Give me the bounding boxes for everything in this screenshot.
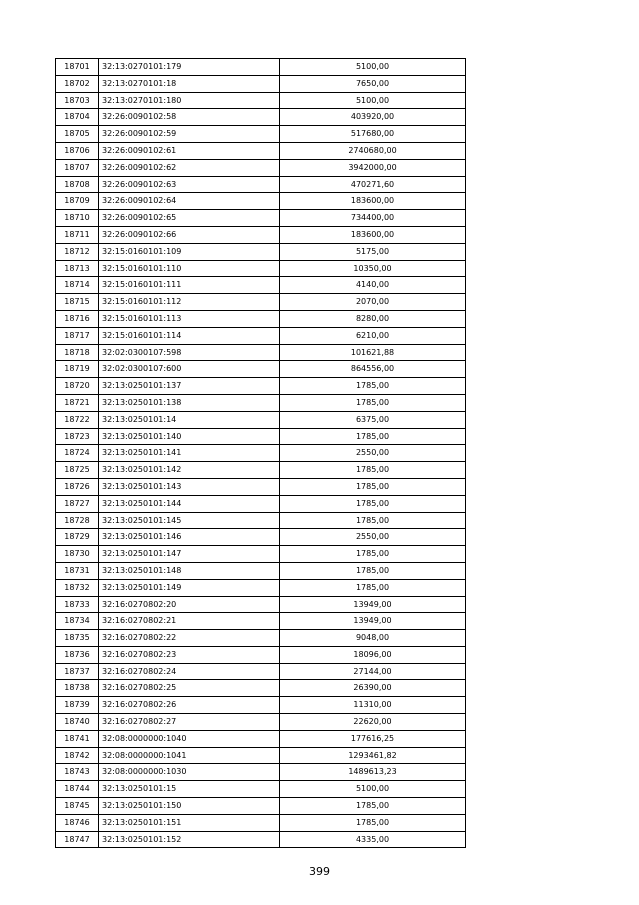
table-row bbox=[56, 714, 466, 731]
cadastral-value-cell: 1785,00 bbox=[280, 478, 466, 495]
table-row bbox=[56, 462, 466, 479]
row-number-cell: 18742 bbox=[56, 747, 99, 764]
cadastral-value-cell: 4335,00 bbox=[280, 831, 466, 848]
row-number-cell: 18744 bbox=[56, 781, 99, 798]
row-number-cell: 18711 bbox=[56, 226, 99, 243]
table-row bbox=[56, 277, 466, 294]
row-number-cell: 18707 bbox=[56, 159, 99, 176]
cadastral-value-cell: 1489613,23 bbox=[280, 764, 466, 781]
row-number-cell: 18718 bbox=[56, 344, 99, 361]
cadastral-number-cell: 32:08:0000000:1030 bbox=[99, 764, 280, 781]
cadastral-value-cell: 1785,00 bbox=[280, 428, 466, 445]
table-row bbox=[56, 781, 466, 798]
row-number-cell: 18747 bbox=[56, 831, 99, 848]
table-row bbox=[56, 680, 466, 697]
table-row bbox=[56, 361, 466, 378]
table-row bbox=[56, 243, 466, 260]
cadastral-value-cell: 403920,00 bbox=[280, 109, 466, 126]
cadastral-number-cell: 32:13:0250101:15 bbox=[99, 781, 280, 798]
table-row bbox=[56, 310, 466, 327]
cadastral-value-cell: 2070,00 bbox=[280, 294, 466, 311]
cadastral-value-cell: 8280,00 bbox=[280, 310, 466, 327]
table-row bbox=[56, 294, 466, 311]
cadastral-number-cell: 32:08:0000000:1041 bbox=[99, 747, 280, 764]
row-number-cell: 18724 bbox=[56, 445, 99, 462]
cadastral-value-cell: 1785,00 bbox=[280, 394, 466, 411]
cadastral-number-cell: 32:15:0160101:114 bbox=[99, 327, 280, 344]
table-row bbox=[56, 512, 466, 529]
row-number-cell: 18740 bbox=[56, 714, 99, 731]
row-number-cell: 18716 bbox=[56, 310, 99, 327]
row-number-cell: 18734 bbox=[56, 613, 99, 630]
cadastral-number-cell: 32:13:0250101:150 bbox=[99, 798, 280, 815]
cadastral-value-cell: 5175,00 bbox=[280, 243, 466, 260]
cadastral-value-cell: 5100,00 bbox=[280, 781, 466, 798]
cadastral-number-cell: 32:13:0250101:149 bbox=[99, 579, 280, 596]
row-number-cell: 18731 bbox=[56, 562, 99, 579]
cadastral-number-cell: 32:16:0270802:26 bbox=[99, 697, 280, 714]
row-number-cell: 18706 bbox=[56, 142, 99, 159]
cadastral-value-table bbox=[55, 58, 466, 848]
row-number-cell: 18720 bbox=[56, 378, 99, 395]
table-row bbox=[56, 546, 466, 563]
cadastral-number-cell: 32:13:0250101:145 bbox=[99, 512, 280, 529]
cadastral-number-cell: 32:26:0090102:61 bbox=[99, 142, 280, 159]
row-number-cell: 18703 bbox=[56, 92, 99, 109]
cadastral-number-cell: 32:26:0090102:65 bbox=[99, 210, 280, 227]
row-number-cell: 18733 bbox=[56, 596, 99, 613]
cadastral-value-cell: 13949,00 bbox=[280, 596, 466, 613]
cadastral-value-cell: 1785,00 bbox=[280, 546, 466, 563]
cadastral-number-cell: 32:13:0250101:146 bbox=[99, 529, 280, 546]
row-number-cell: 18739 bbox=[56, 697, 99, 714]
cadastral-value-cell: 4140,00 bbox=[280, 277, 466, 294]
row-number-cell: 18735 bbox=[56, 630, 99, 647]
cadastral-value-cell: 5100,00 bbox=[280, 92, 466, 109]
table-row bbox=[56, 596, 466, 613]
cadastral-value-cell: 1785,00 bbox=[280, 579, 466, 596]
cadastral-number-cell: 32:13:0250101:138 bbox=[99, 394, 280, 411]
cadastral-value-cell: 1785,00 bbox=[280, 798, 466, 815]
cadastral-number-cell: 32:26:0090102:64 bbox=[99, 193, 280, 210]
cadastral-number-cell: 32:13:0250101:144 bbox=[99, 495, 280, 512]
table-row bbox=[56, 142, 466, 159]
table-row bbox=[56, 411, 466, 428]
cadastral-number-cell: 32:15:0160101:113 bbox=[99, 310, 280, 327]
row-number-cell: 18722 bbox=[56, 411, 99, 428]
cadastral-value-cell: 2550,00 bbox=[280, 445, 466, 462]
row-number-cell: 18721 bbox=[56, 394, 99, 411]
cadastral-number-cell: 32:13:0250101:151 bbox=[99, 814, 280, 831]
cadastral-number-cell: 32:08:0000000:1040 bbox=[99, 730, 280, 747]
cadastral-number-cell: 32:13:0250101:137 bbox=[99, 378, 280, 395]
cadastral-value-cell: 470271,60 bbox=[280, 176, 466, 193]
table-row bbox=[56, 59, 466, 76]
page-number: 399 bbox=[309, 865, 330, 878]
row-number-cell: 18741 bbox=[56, 730, 99, 747]
table-row bbox=[56, 562, 466, 579]
table-row bbox=[56, 579, 466, 596]
table-row bbox=[56, 210, 466, 227]
cadastral-value-cell: 3942000,00 bbox=[280, 159, 466, 176]
row-number-cell: 18704 bbox=[56, 109, 99, 126]
cadastral-number-cell: 32:16:0270802:25 bbox=[99, 680, 280, 697]
table-row bbox=[56, 176, 466, 193]
cadastral-number-cell: 32:13:0250101:147 bbox=[99, 546, 280, 563]
table-row bbox=[56, 327, 466, 344]
row-number-cell: 18738 bbox=[56, 680, 99, 697]
row-number-cell: 18745 bbox=[56, 798, 99, 815]
cadastral-value-cell: 1293461,82 bbox=[280, 747, 466, 764]
table-row bbox=[56, 529, 466, 546]
cadastral-value-cell: 864556,00 bbox=[280, 361, 466, 378]
row-number-cell: 18710 bbox=[56, 210, 99, 227]
cadastral-number-cell: 32:13:0270101:179 bbox=[99, 59, 280, 76]
cadastral-value-cell: 26390,00 bbox=[280, 680, 466, 697]
table-row bbox=[56, 92, 466, 109]
cadastral-value-cell: 734400,00 bbox=[280, 210, 466, 227]
table-body bbox=[56, 59, 466, 848]
row-number-cell: 18736 bbox=[56, 646, 99, 663]
table-row bbox=[56, 226, 466, 243]
cadastral-value-cell: 6375,00 bbox=[280, 411, 466, 428]
cadastral-number-cell: 32:26:0090102:63 bbox=[99, 176, 280, 193]
table-row bbox=[56, 193, 466, 210]
cadastral-value-cell: 183600,00 bbox=[280, 226, 466, 243]
cadastral-number-cell: 32:16:0270802:24 bbox=[99, 663, 280, 680]
table-row bbox=[56, 378, 466, 395]
cadastral-value-cell: 1785,00 bbox=[280, 814, 466, 831]
row-number-cell: 18708 bbox=[56, 176, 99, 193]
cadastral-value-cell: 27144,00 bbox=[280, 663, 466, 680]
table-row bbox=[56, 630, 466, 647]
cadastral-number-cell: 32:26:0090102:59 bbox=[99, 126, 280, 143]
table-row bbox=[56, 831, 466, 848]
row-number-cell: 18729 bbox=[56, 529, 99, 546]
row-number-cell: 18702 bbox=[56, 75, 99, 92]
table-row bbox=[56, 344, 466, 361]
cadastral-value-cell: 183600,00 bbox=[280, 193, 466, 210]
cadastral-number-cell: 32:16:0270802:20 bbox=[99, 596, 280, 613]
row-number-cell: 18723 bbox=[56, 428, 99, 445]
cadastral-number-cell: 32:13:0250101:141 bbox=[99, 445, 280, 462]
row-number-cell: 18725 bbox=[56, 462, 99, 479]
table-row bbox=[56, 260, 466, 277]
cadastral-number-cell: 32:16:0270802:23 bbox=[99, 646, 280, 663]
cadastral-value-cell: 101621,88 bbox=[280, 344, 466, 361]
row-number-cell: 18728 bbox=[56, 512, 99, 529]
row-number-cell: 18730 bbox=[56, 546, 99, 563]
cadastral-value-cell: 18096,00 bbox=[280, 646, 466, 663]
cadastral-number-cell: 32:16:0270802:21 bbox=[99, 613, 280, 630]
cadastral-number-cell: 32:26:0090102:66 bbox=[99, 226, 280, 243]
row-number-cell: 18717 bbox=[56, 327, 99, 344]
row-number-cell: 18726 bbox=[56, 478, 99, 495]
table-row bbox=[56, 394, 466, 411]
cadastral-value-cell: 1785,00 bbox=[280, 512, 466, 529]
row-number-cell: 18743 bbox=[56, 764, 99, 781]
row-number-cell: 18712 bbox=[56, 243, 99, 260]
row-number-cell: 18732 bbox=[56, 579, 99, 596]
cadastral-value-cell: 13949,00 bbox=[280, 613, 466, 630]
table-row bbox=[56, 798, 466, 815]
cadastral-number-cell: 32:26:0090102:58 bbox=[99, 109, 280, 126]
cadastral-value-cell: 1785,00 bbox=[280, 378, 466, 395]
row-number-cell: 18705 bbox=[56, 126, 99, 143]
cadastral-value-cell: 1785,00 bbox=[280, 562, 466, 579]
cadastral-value-cell: 5100,00 bbox=[280, 59, 466, 76]
row-number-cell: 18715 bbox=[56, 294, 99, 311]
cadastral-value-cell: 7650,00 bbox=[280, 75, 466, 92]
cadastral-value-cell: 1785,00 bbox=[280, 495, 466, 512]
row-number-cell: 18701 bbox=[56, 59, 99, 76]
cadastral-value-cell: 177616,25 bbox=[280, 730, 466, 747]
row-number-cell: 18719 bbox=[56, 361, 99, 378]
cadastral-number-cell: 32:16:0270802:27 bbox=[99, 714, 280, 731]
cadastral-value-cell: 517680,00 bbox=[280, 126, 466, 143]
cadastral-number-cell: 32:13:0250101:152 bbox=[99, 831, 280, 848]
cadastral-number-cell: 32:15:0160101:112 bbox=[99, 294, 280, 311]
cadastral-number-cell: 32:02:0300107:600 bbox=[99, 361, 280, 378]
cadastral-number-cell: 32:13:0270101:180 bbox=[99, 92, 280, 109]
table-row bbox=[56, 663, 466, 680]
table-row bbox=[56, 478, 466, 495]
cadastral-value-cell: 1785,00 bbox=[280, 462, 466, 479]
table-row bbox=[56, 428, 466, 445]
cadastral-number-cell: 32:13:0270101:18 bbox=[99, 75, 280, 92]
table-row bbox=[56, 75, 466, 92]
cadastral-number-cell: 32:16:0270802:22 bbox=[99, 630, 280, 647]
table-row bbox=[56, 764, 466, 781]
row-number-cell: 18727 bbox=[56, 495, 99, 512]
cadastral-value-cell: 10350,00 bbox=[280, 260, 466, 277]
cadastral-value-cell: 6210,00 bbox=[280, 327, 466, 344]
table-row bbox=[56, 109, 466, 126]
cadastral-value-cell: 11310,00 bbox=[280, 697, 466, 714]
row-number-cell: 18746 bbox=[56, 814, 99, 831]
cadastral-number-cell: 32:26:0090102:62 bbox=[99, 159, 280, 176]
cadastral-value-cell: 9048,00 bbox=[280, 630, 466, 647]
cadastral-value-cell: 2740680,00 bbox=[280, 142, 466, 159]
table-row bbox=[56, 814, 466, 831]
cadastral-number-cell: 32:15:0160101:109 bbox=[99, 243, 280, 260]
cadastral-number-cell: 32:15:0160101:110 bbox=[99, 260, 280, 277]
cadastral-number-cell: 32:15:0160101:111 bbox=[99, 277, 280, 294]
table-row bbox=[56, 646, 466, 663]
table-row bbox=[56, 747, 466, 764]
cadastral-number-cell: 32:13:0250101:14 bbox=[99, 411, 280, 428]
cadastral-number-cell: 32:13:0250101:140 bbox=[99, 428, 280, 445]
table-row bbox=[56, 445, 466, 462]
row-number-cell: 18713 bbox=[56, 260, 99, 277]
cadastral-number-cell: 32:02:0300107:598 bbox=[99, 344, 280, 361]
cadastral-number-cell: 32:13:0250101:142 bbox=[99, 462, 280, 479]
cadastral-number-cell: 32:13:0250101:148 bbox=[99, 562, 280, 579]
table-row bbox=[56, 730, 466, 747]
table-row bbox=[56, 613, 466, 630]
table-row bbox=[56, 159, 466, 176]
row-number-cell: 18714 bbox=[56, 277, 99, 294]
row-number-cell: 18709 bbox=[56, 193, 99, 210]
row-number-cell: 18737 bbox=[56, 663, 99, 680]
table-row bbox=[56, 126, 466, 143]
table-row bbox=[56, 697, 466, 714]
cadastral-number-cell: 32:13:0250101:143 bbox=[99, 478, 280, 495]
cadastral-value-cell: 2550,00 bbox=[280, 529, 466, 546]
cadastral-value-cell: 22620,00 bbox=[280, 714, 466, 731]
table-row bbox=[56, 495, 466, 512]
